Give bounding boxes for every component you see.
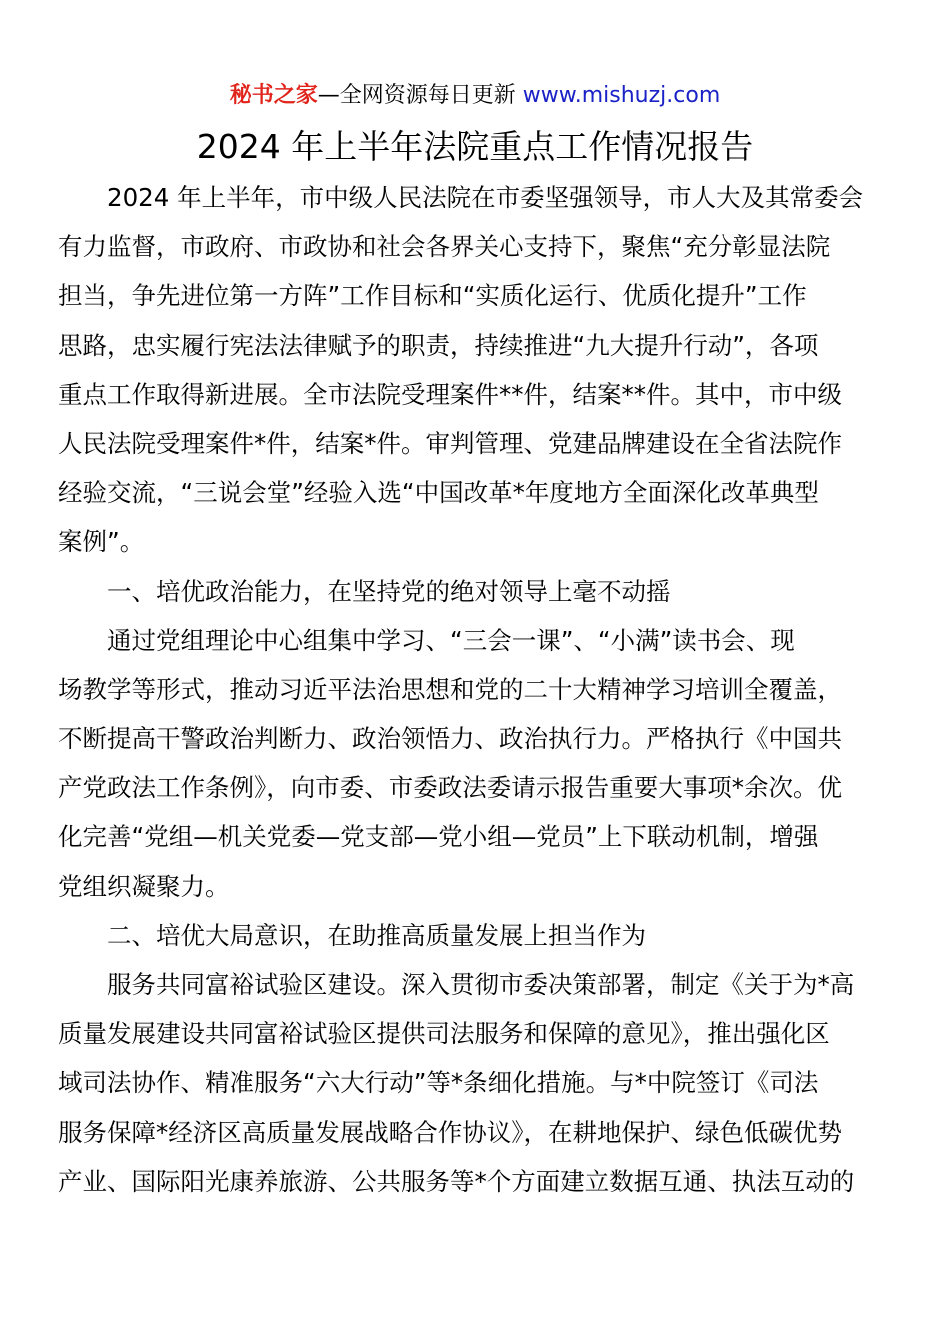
paragraph-line: 担当，争先进位第一方阵”工作目标和“实质化运行、优质化提升”工作 [58,281,807,311]
paragraph-line: 党组织凝聚力。 [58,871,230,901]
paragraph-line: 产党政法工作条例》，向市委、市委政法委请示报告重要大事项*余次。优 [58,773,842,803]
paragraph-line: 场教学等形式，推动习近平法治思想和党的二十大精神学习培训全覆盖， [58,674,842,704]
document-body [58,173,890,1206]
paragraph-line: 案例”。 [58,527,145,557]
header-tagline: —全网资源每日更新 [317,83,523,108]
paragraph-line: 2024 年上半年，市中级人民法院在市委坚强领导，市人大及其常委会 [107,183,864,212]
paragraph-line: 思路，忠实履行宪法法律赋予的职责，持续推进“九大提升行动”，各项 [58,330,819,360]
paragraph-line: 人民法院受理案件*件，结案*件。审判管理、党建品牌建设在全省法院作 [58,428,842,458]
paragraph-line: 服务共同富裕试验区建设。深入贯彻市委决策部署，制定《关于为*高 [107,970,855,999]
paragraph-line: 质量发展建设共同富裕试验区提供司法服务和保障的意见》，推出强化区 [58,1019,830,1049]
site-url-link[interactable]: www.mishuzj.com [522,83,721,108]
site-header [0,80,950,112]
paragraph-line: 通过党组理论中心组集中学习、“三会一课”、“小满”读书会、现 [107,625,795,655]
paragraph-line: 服务保障*经济区高质量发展战略合作协议》，在耕地保护、绿色低碳优势 [58,1117,842,1147]
paragraph-line: 产业、国际阳光康养旅游、公共服务等*个方面建立数据互通、执法互动的 [58,1166,855,1196]
paragraph-line: 重点工作取得新进展。全市法院受理案件**件，结案**件。其中，市中级 [58,379,842,409]
paragraph-line: 有力监督，市政府、市政协和社会各界关心支持下，聚焦“充分彰显法院 [58,232,831,262]
brand-name: 秘书之家 [229,83,318,108]
paragraph-line: 域司法协作、精准服务“六大行动”等*条细化措施。与*中院签订《司法 [58,1068,819,1098]
paragraph-line: 化完善“党组—机关党委—党支部—党小组—党员”上下联动机制，增强 [58,822,819,852]
paragraph-line: 不断提高干警政治判断力、政治领悟力、政治执行力。严格执行《中国共 [58,724,842,754]
document-title: 2024 年上半年法院重点工作情况报告 [196,127,754,166]
paragraph-line: 经验交流，“三说会堂”经验入选“中国改革*年度地方全面深化改革典型 [58,478,819,508]
section-heading: 一、培优政治能力，在坚持党的绝对领导上毫不动摇 [107,576,671,606]
section-heading: 二、培优大局意识，在助推高质量发展上担当作为 [107,920,646,950]
